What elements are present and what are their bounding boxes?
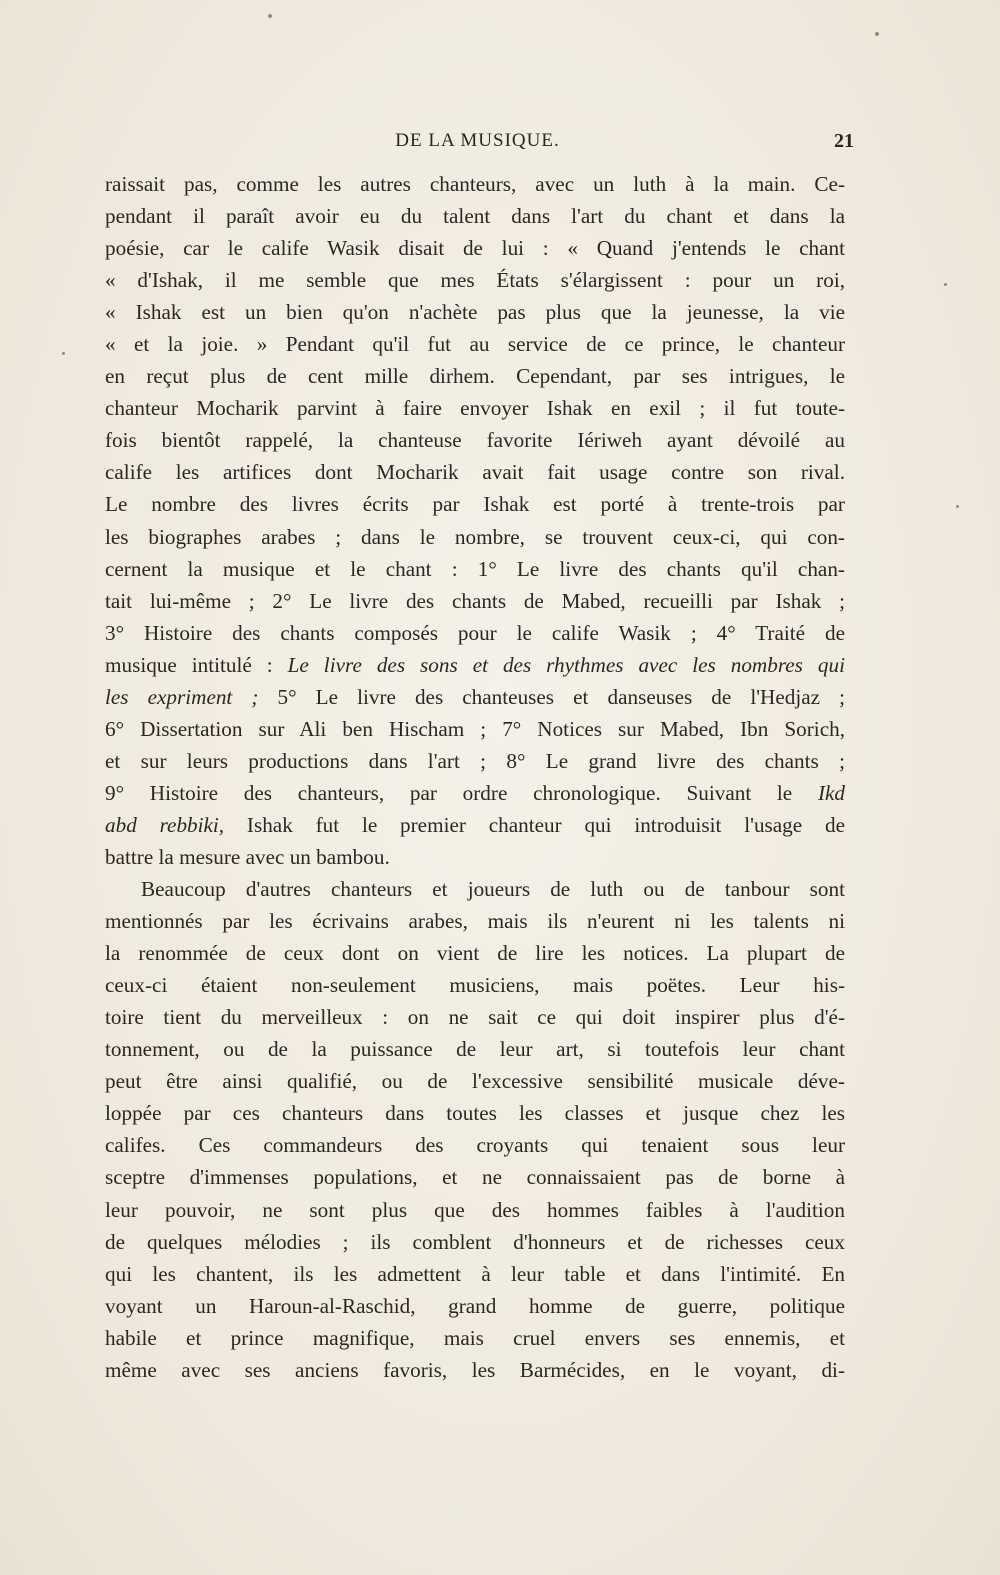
body-text xyxy=(105,168,845,1386)
text-line: califes. Ces commandeurs des croyants qui tenaient sous leur xyxy=(105,1133,845,1158)
text-line: mentionnés par les écrivains arabes, mais ils n'eurent ni les talents ni xyxy=(105,909,845,934)
text-line: même avec ses anciens favoris, les Barmécides, en le voyant, di- xyxy=(105,1357,845,1382)
text-line: pendant il paraît avoir eu du talent dans l'art du chant et dans la xyxy=(105,204,845,229)
text-line: 6° Dissertation sur Ali ben Hischam ; 7° Notices sur Mabed, Ibn Sorich, xyxy=(105,716,845,741)
line-roman-part: Ishak fut le premier chanteur qui introduisit l'usage de xyxy=(224,812,845,837)
text-line: ceux-ci étaient non-seulement musiciens, mais poëtes. Leur his- xyxy=(105,973,845,998)
text-line: les biographes arabes ; dans le nombre, se trouvent ceux-ci, qui con- xyxy=(105,524,845,549)
text-line: et sur leurs productions dans l'art ; 8° Le grand livre des chants ; xyxy=(105,748,845,773)
page-number: 21 xyxy=(834,130,854,152)
text-line: cernent la musique et le chant : 1° Le livre des chants qu'il chan- xyxy=(105,556,845,581)
text-line: tonnement, ou de la puissance de leur art, si toutefois leur chant xyxy=(105,1037,845,1062)
text-line: poésie, car le calife Wasik disait de lui : « Quand j'entends le chant xyxy=(105,236,845,261)
book-title-italic: abd rebbiki, xyxy=(105,812,225,837)
text-line: battre la mesure avec un bambou. xyxy=(105,844,390,869)
text-line: Beaucoup d'autres chanteurs et joueurs de luth ou de tanbour sont xyxy=(141,877,845,902)
book-title-italic: les expriment ; xyxy=(105,684,259,709)
text-line: calife les artifices dont Mocharik avait fait usage contre son rival. xyxy=(105,460,845,485)
running-head xyxy=(105,130,854,156)
text-line: de quelques mélodies ; ils comblent d'honneurs et de richesses ceux xyxy=(105,1229,845,1254)
text-line-mixed xyxy=(105,649,845,681)
text-line: voyant un Haroun-al-Raschid, grand homme de guerre, politique xyxy=(105,1293,845,1318)
paper-speck xyxy=(956,505,959,508)
book-title-italic: Ikd xyxy=(817,780,845,805)
text-line: « Ishak est un bien qu'on n'achète pas plus que la jeunesse, la vie xyxy=(105,300,845,325)
running-title: DE LA MUSIQUE. xyxy=(395,130,560,151)
text-line-mixed xyxy=(105,681,845,713)
line-roman-part: musique intitulé : xyxy=(105,652,288,677)
text-line: qui les chantent, ils les admettent à leur table et dans l'intimité. En xyxy=(105,1261,845,1286)
text-line: chanteur Mocharik parvint à faire envoyer Ishak en exil ; il fut toute- xyxy=(105,396,845,421)
text-line: la renommée de ceux dont on vient de lire les notices. La plupart de xyxy=(105,941,845,966)
text-line: toire tient du merveilleux : on ne sait ce qui doit inspirer plus d'é- xyxy=(105,1005,845,1030)
text-line: sceptre d'immenses populations, et ne connaissaient pas de borne à xyxy=(105,1165,845,1190)
text-line-mixed xyxy=(105,809,845,841)
text-line-mixed xyxy=(105,777,845,809)
text-line: en reçut plus de cent mille dirhem. Cependant, par ses intrigues, le xyxy=(105,364,845,389)
text-line: « et la joie. » Pendant qu'il fut au service de ce prince, le chanteur xyxy=(105,332,845,357)
text-line: tait lui-même ; 2° Le livre des chants de Mabed, recueilli par Ishak ; xyxy=(105,588,845,613)
text-line: 3° Histoire des chants composés pour le calife Wasik ; 4° Traité de xyxy=(105,620,845,645)
text-line: fois bientôt rappelé, la chanteuse favorite Iériweh ayant dévoilé au xyxy=(105,428,845,453)
text-line: habile et prince magnifique, mais cruel envers ses ennemis, et xyxy=(105,1325,845,1350)
paper-speck xyxy=(944,283,947,286)
text-line: peut être ainsi qualifié, ou de l'excessive sensibilité musicale déve- xyxy=(105,1069,845,1094)
text-line: raissait pas, comme les autres chanteurs, avec un luth à la main. Ce- xyxy=(105,172,845,196)
book-title-italic: Le livre des sons et des rhythmes avec les nombres qui xyxy=(287,652,845,677)
text-line: « d'Ishak, il me semble que mes États s'élargissent : pour un roi, xyxy=(105,268,845,293)
line-roman-part: 9° Histoire des chanteurs, par ordre chronologique. Suivant le xyxy=(105,780,818,805)
text-line: loppée par ces chanteurs dans toutes les classes et jusque chez les xyxy=(105,1101,845,1126)
line-roman-part: 5° Le livre des chanteuses et danseuses de l'Hedjaz ; xyxy=(258,684,846,709)
paper-speck xyxy=(62,352,65,355)
text-line: leur pouvoir, ne sont plus que des hommes faibles à l'audition xyxy=(105,1197,845,1222)
text-line: Le nombre des livres écrits par Ishak est porté à trente-trois par xyxy=(105,492,845,517)
paper-speck xyxy=(875,32,879,36)
paper-speck xyxy=(268,14,272,18)
